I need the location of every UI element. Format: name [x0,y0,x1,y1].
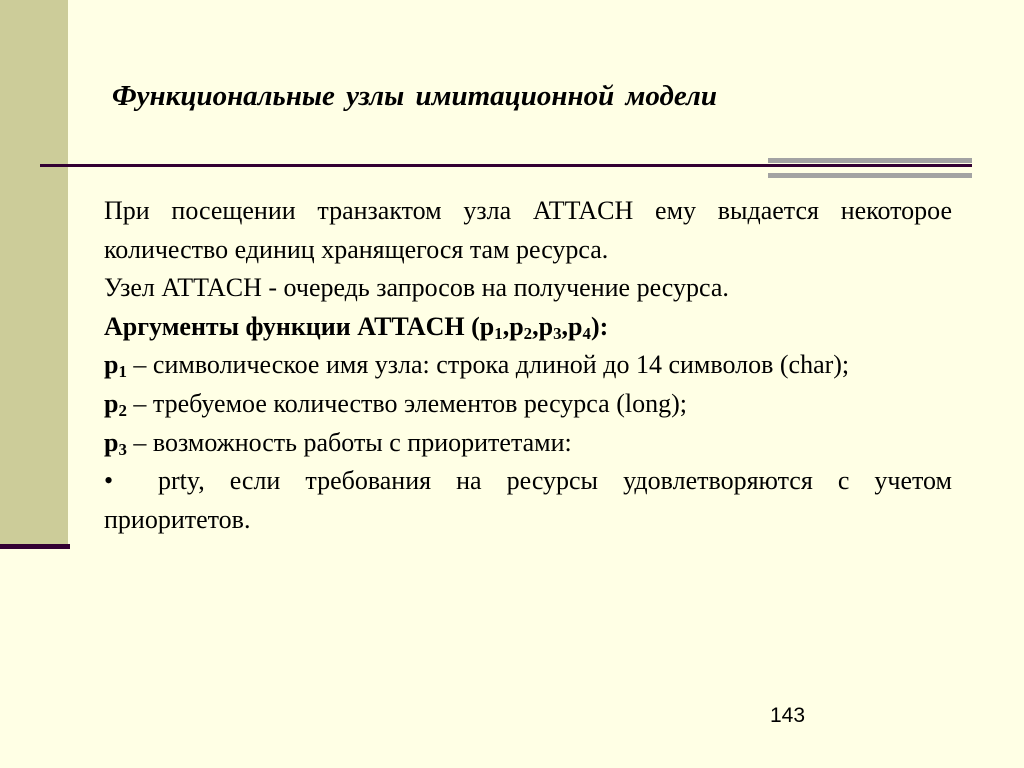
queue-definition: Узел ATTACH - очередь запросов на получение ресурса. [104,273,729,303]
bullet-item-prty: • prty, если требования на ресурсы удовлетворяются с учетом приоритетов. [104,462,952,539]
intro-paragraph: При посещении транзактом узла ATTACH ему выдается некоторое количество единиц хранящегося там ресурса. [104,196,952,264]
param-p1: $p_1$ – символическое имя узла: строка длиной до 14 символов (char); [104,350,850,382]
param-p2: $p_2$ – требуемое количество элементов ресурса (long); [104,388,687,421]
bullet-icon: • [104,466,114,496]
param-p3-name: $p_3$ [104,427,127,459]
arguments-heading: Аргументы функции ATTACH $(p_1,p_2,p_3,p_4)$: [104,311,609,343]
param-p1-name: $p_1$ [104,350,127,382]
left-side-band [0,0,68,546]
param-p2-name: $p_2$ [104,388,127,421]
slide-title: Функциональные узлы имитационной модели [112,80,718,112]
title-divider [40,164,972,167]
gray-accent-bar-top [768,158,972,163]
left-side-rule [0,544,70,549]
slide-body [104,192,952,539]
param-p3: $p_3$ – возможность работы с приоритетами: [104,427,572,459]
gray-accent-bar-bottom [768,173,972,178]
page-number: 143 [770,704,806,727]
